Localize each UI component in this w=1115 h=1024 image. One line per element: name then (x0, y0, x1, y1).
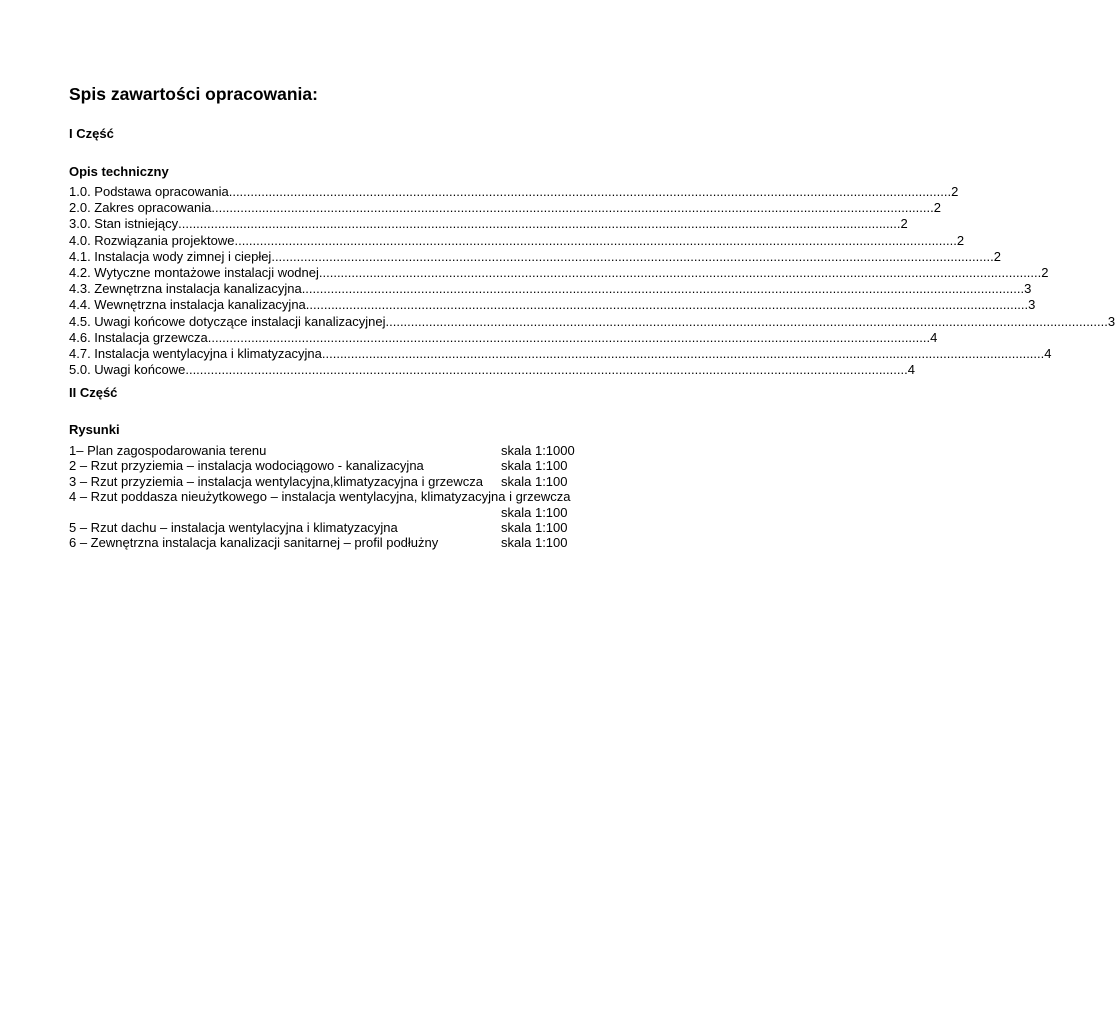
drawings-list (69, 443, 629, 551)
toc-entry-label: 4.2. Wytyczne montażowe instalacji wodnej (69, 264, 319, 280)
toc-entry-label: 3.0. Stan istniejący (69, 216, 179, 232)
toc-entry-label: 4.0. Rozwiązania projektowe (69, 232, 235, 248)
toc-entry-page: 4 (907, 362, 915, 378)
toc-entry (69, 264, 1049, 281)
drawing-label: 3 – Rzut przyziemia – instalacja wentylacyjna,klimatyzacyjna i grzewcza (69, 473, 483, 489)
toc-leader-dots: ........................................................................................................................................................................................................ (321, 345, 1045, 361)
toc-entry-label: 4.6. Instalacja grzewcza (69, 329, 208, 345)
toc-leader-dots: ........................................................................................................................................................................................................ (207, 329, 931, 345)
toc-entry-label: 5.0. Uwagi końcowe (69, 362, 186, 378)
toc-entry (69, 345, 1052, 362)
part1-heading: I Część (69, 126, 114, 141)
drawing-scale: skala 1:100 (501, 473, 568, 489)
toc-leader-dots: ........................................................................................................................................................................................................ (385, 313, 1108, 329)
drawing-scale: skala 1:100 (501, 458, 568, 474)
toc-entry-label: 4.5. Uwagi końcowe dotyczące instalacji kanalizacyjnej (69, 313, 386, 329)
toc-entry-page: 3 (1024, 281, 1032, 297)
drawing-entry (69, 443, 629, 458)
drawing-scale: skala 1:1000 (501, 443, 575, 458)
toc-leader-dots: ........................................................................................................................................................................................................ (178, 216, 901, 232)
drawing-entry (69, 458, 629, 473)
drawing-scale: skala 1:100 (501, 504, 568, 520)
drawing-entry (69, 489, 629, 504)
toc-entry-label: 2.0. Zakres opracowania (69, 200, 212, 216)
toc-entry (69, 184, 959, 200)
toc-entry-page: 2 (956, 232, 965, 248)
toc-entry (69, 281, 1032, 297)
drawing-label: 2 – Rzut przyziemia – instalacja wodociągowo - kanalizacyjna (69, 458, 424, 474)
drawing-entry (69, 520, 629, 535)
table-of-contents (69, 184, 1115, 378)
document-title: Spis zawartości opracowania: (69, 84, 318, 104)
drawing-label: 5 – Rzut dachu – instalacja wentylacyjna i klimatyzacyjna (69, 519, 398, 535)
toc-leader-dots: ........................................................................................................................................................................................................ (228, 184, 952, 199)
toc-entry (69, 200, 941, 216)
toc-entry (69, 232, 965, 249)
toc-entry-label: 4.3. Zewnętrzna instalacja kanalizacyjna (69, 281, 302, 297)
toc-entry (69, 216, 908, 232)
drawing-scale: skala 1:100 (501, 519, 568, 535)
toc-leader-dots: ........................................................................................................................................................................................................ (234, 232, 957, 248)
toc-entry-page: 4 (930, 329, 938, 345)
part1-subheading: Opis techniczny (69, 164, 169, 179)
toc-leader-dots: ........................................................................................................................................................................................................ (318, 264, 1042, 280)
drawing-entry (69, 535, 629, 550)
toc-entry-page: 3 (1107, 313, 1115, 329)
drawing-entry (69, 474, 629, 489)
toc-entry-label: 4.7. Instalacja wentylacyjna i klimatyzacyjna (69, 345, 322, 361)
toc-entry-label: 4.4. Wewnętrzna instalacja kanalizacyjna (69, 297, 306, 313)
toc-leader-dots: ........................................................................................................................................................................................................ (301, 281, 1025, 297)
toc-entry-page: 2 (900, 216, 908, 232)
toc-leader-dots: ........................................................................................................................................................................................................ (305, 297, 1029, 313)
toc-leader-dots: ........................................................................................................................................................................................................ (211, 200, 934, 216)
part2-heading: II Część (69, 385, 118, 400)
toc-entry-page: 2 (993, 248, 1001, 264)
toc-entry-page: 2 (933, 200, 941, 216)
toc-entry-page: 2 (951, 184, 959, 199)
toc-entry-page: 2 (1041, 264, 1049, 280)
toc-entry-label: 4.1. Instalacja wody zimnej i ciepłej (69, 248, 272, 264)
toc-entry-page: 4 (1044, 345, 1052, 361)
drawing-label: 1– Plan zagospodarowania terenu (69, 443, 267, 458)
toc-entry (69, 362, 915, 378)
part2-subheading: Rysunki (69, 422, 120, 437)
drawing-entry (69, 505, 629, 520)
toc-entry (69, 313, 1115, 330)
toc-entry (69, 329, 938, 346)
toc-leader-dots: ........................................................................................................................................................................................................ (271, 248, 994, 264)
drawing-label: 6 – Zewnętrzna instalacja kanalizacji sanitarnej – profil podłużny (69, 535, 439, 551)
toc-entry-page: 3 (1028, 297, 1036, 313)
drawing-scale: skala 1:100 (501, 535, 568, 551)
toc-entry-label: 1.0. Podstawa opracowania (69, 184, 229, 199)
toc-entry (69, 248, 1001, 265)
toc-entry (69, 297, 1036, 313)
drawing-label: 4 – Rzut poddasza nieużytkowego – instalacja wentylacyjna, klimatyzacyjna i grzewcza (69, 489, 571, 505)
toc-leader-dots: ........................................................................................................................................................................................................ (185, 362, 908, 378)
